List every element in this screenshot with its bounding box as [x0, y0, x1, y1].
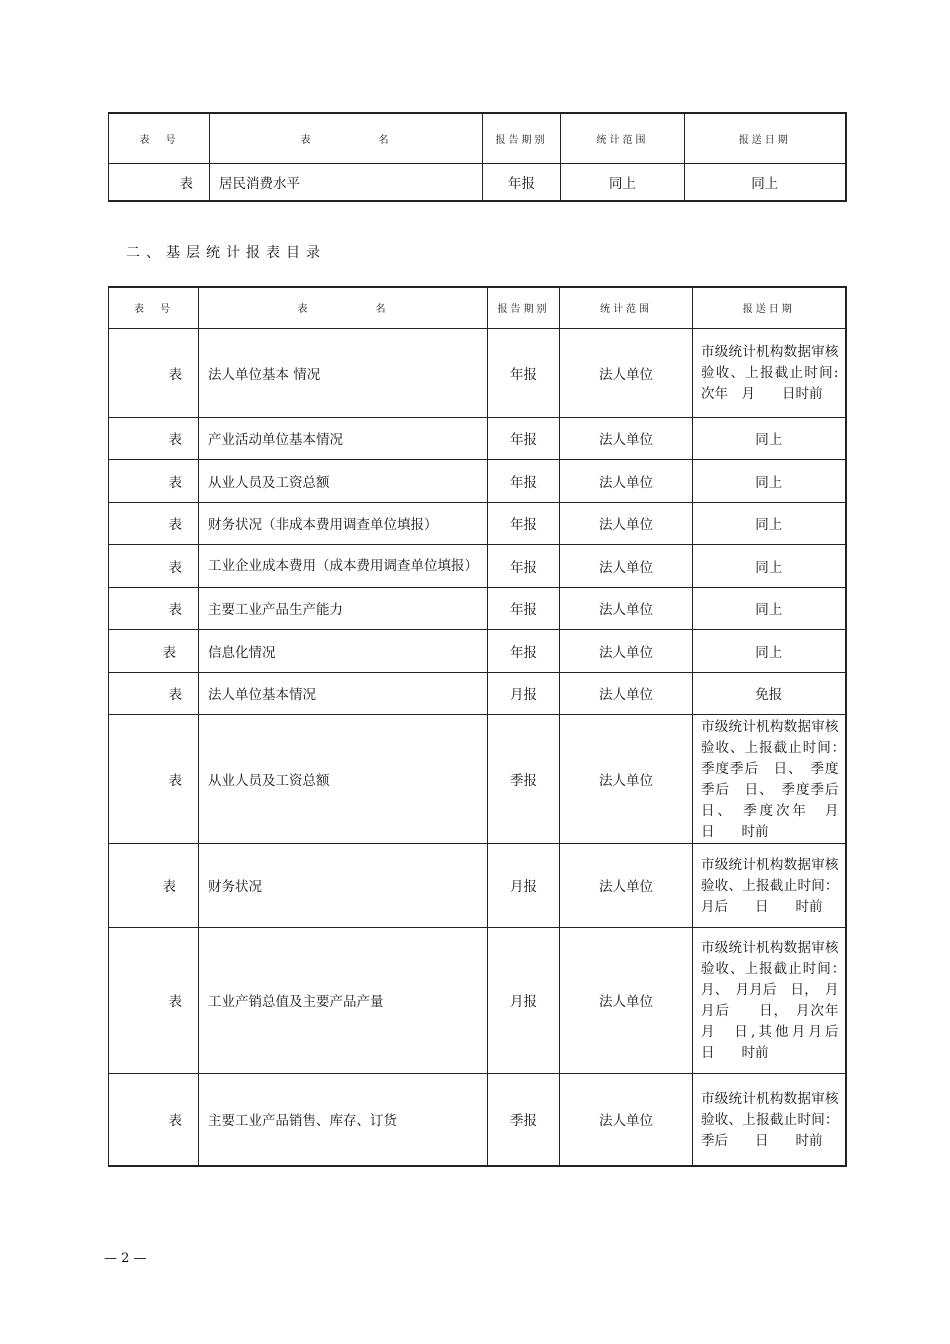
header-code: 表 号 — [109, 113, 210, 163]
table-row — [109, 544, 846, 587]
submit-deadline: 同上 — [693, 544, 846, 587]
table-row — [109, 714, 846, 843]
table-code: 表 — [109, 629, 199, 672]
table-code: 表 — [109, 843, 199, 927]
table-name: 工业企业成本费用（成本费用调查单位填报） — [199, 544, 488, 587]
table-header-row — [109, 113, 846, 163]
table-row — [109, 672, 846, 714]
section-title: 二、基层统计报表目录 — [126, 245, 326, 261]
table-row — [109, 328, 846, 417]
stat-scope: 法人单位 — [560, 502, 693, 544]
header-deadline: 报送日期 — [693, 287, 846, 328]
basic-statistics-catalog-table — [108, 286, 866, 1167]
stat-scope: 法人单位 — [560, 1073, 693, 1166]
submit-deadline: 市级统计机构数据审核验收、上报截止时间：季后 日 时前 — [693, 1073, 846, 1166]
table-code: 表 — [109, 544, 199, 587]
table-name: 财务状况 — [199, 843, 488, 927]
stat-scope: 法人单位 — [560, 544, 693, 587]
submit-deadline: 市级统计机构数据审核验收、上报截止时间： 季度季后 日、 季度季后 日、 季度季后 日、 季度次年 月 日 时前 — [693, 714, 846, 843]
report-period: 年报 — [488, 587, 560, 629]
header-scope: 统计范围 — [560, 287, 693, 328]
report-period: 年报 — [488, 502, 560, 544]
table-code: 表 — [109, 672, 199, 714]
report-period: 年报 — [488, 629, 560, 672]
table-name: 工业产销总值及主要产品产量 — [199, 927, 488, 1073]
table-code: 表 — [109, 1073, 199, 1166]
stat-scope: 法人单位 — [560, 672, 693, 714]
stat-scope: 法人单位 — [560, 629, 693, 672]
table-code: 表 — [109, 587, 199, 629]
table-name: 居民消费水平 — [210, 163, 483, 201]
report-period: 年报 — [488, 328, 560, 417]
stat-scope: 法人单位 — [560, 328, 693, 417]
submit-deadline: 同上 — [693, 417, 846, 459]
stat-scope: 法人单位 — [560, 714, 693, 843]
report-period: 月报 — [488, 927, 560, 1073]
table-row — [109, 587, 846, 629]
stat-scope: 同上 — [561, 163, 685, 201]
table-name: 主要工业产品生产能力 — [199, 587, 488, 629]
table-row — [109, 1073, 846, 1166]
page-number: — 2 — — [104, 1251, 147, 1266]
report-period: 季报 — [488, 714, 560, 843]
table-name: 法人单位基本情况 — [199, 672, 488, 714]
report-period: 年报 — [488, 544, 560, 587]
header-name: 表 名 — [210, 113, 483, 163]
table-code: 表 — [109, 927, 199, 1073]
table-code: 表 — [109, 328, 199, 417]
table-code: 表 — [109, 502, 199, 544]
report-period: 月报 — [488, 843, 560, 927]
header-name: 表 名 — [199, 287, 488, 328]
table-code: 表 — [109, 163, 210, 201]
table-code: 表 — [109, 459, 199, 502]
table-code: 表 — [109, 714, 199, 843]
table-row — [109, 417, 846, 459]
table-code: 表 — [109, 417, 199, 459]
stat-scope: 法人单位 — [560, 927, 693, 1073]
submit-deadline: 同上 — [693, 629, 846, 672]
header-code: 表 号 — [109, 287, 199, 328]
stat-scope: 法人单位 — [560, 417, 693, 459]
report-period: 季报 — [488, 1073, 560, 1166]
report-period: 年报 — [488, 459, 560, 502]
submit-deadline: 免报 — [693, 672, 846, 714]
report-period: 年报 — [483, 163, 561, 201]
table-row — [109, 502, 846, 544]
submit-deadline: 同上 — [685, 163, 846, 201]
submit-deadline: 市级统计机构数据审核验收、上报截止时间:次年 月 日时前 — [693, 328, 846, 417]
table-name: 财务状况（非成本费用调查单位填报） — [199, 502, 488, 544]
submit-deadline: 市级统计机构数据审核验收、上报截止时间： 月、 月月后 日， 月月后 日， 月次年 月 日,其他月月后 日 时前 — [693, 927, 846, 1073]
table-row — [109, 927, 846, 1073]
report-period: 年报 — [488, 417, 560, 459]
table-row — [109, 163, 846, 201]
table-row — [109, 843, 846, 927]
catalog-table-continued — [108, 112, 847, 202]
submit-deadline: 同上 — [693, 502, 846, 544]
header-period: 报告期别 — [483, 113, 561, 163]
submit-deadline: 市级统计机构数据审核验收、上报截止时间：月后 日 时前 — [693, 843, 846, 927]
header-period: 报告期别 — [488, 287, 560, 328]
submit-deadline: 同上 — [693, 587, 846, 629]
stat-scope: 法人单位 — [560, 459, 693, 502]
table-name: 从业人员及工资总额 — [199, 714, 488, 843]
header-scope: 统计范围 — [561, 113, 685, 163]
table-name: 主要工业产品销售、库存、订货 — [199, 1073, 488, 1166]
stat-scope: 法人单位 — [560, 843, 693, 927]
header-deadline: 报送日期 — [685, 113, 846, 163]
table-name: 信息化情况 — [199, 629, 488, 672]
table-name: 产业活动单位基本情况 — [199, 417, 488, 459]
submit-deadline: 同上 — [693, 459, 846, 502]
table-name: 法人单位基本 情况 — [199, 328, 488, 417]
table-header-row — [109, 287, 846, 328]
stat-scope: 法人单位 — [560, 587, 693, 629]
table-row — [109, 459, 846, 502]
report-period: 月报 — [488, 672, 560, 714]
table-row — [109, 629, 846, 672]
table-name: 从业人员及工资总额 — [199, 459, 488, 502]
